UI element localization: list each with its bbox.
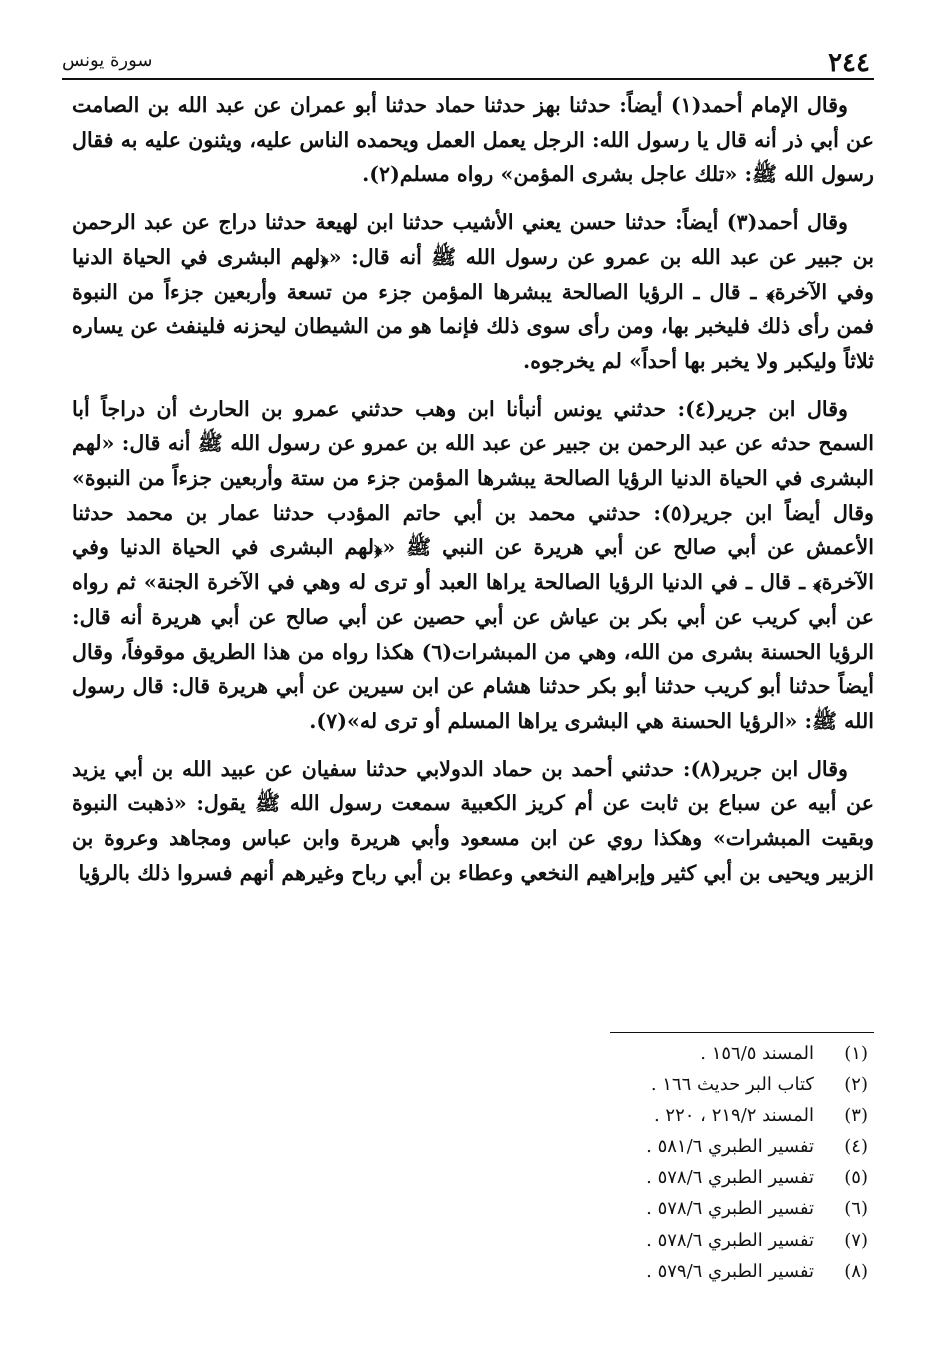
footnote: [420, 1162, 868, 1193]
footnote-text: كتاب البر حديث ١٦٦ .: [650, 1074, 814, 1096]
paragraph: وقال الإمام أحمد(١) أيضاً: حدثنا بهز حدثنا حماد حدثنا أبو عمران عن عبد الله بن الصامت عن أبي ذر أنه قال يا رسول الله: الرجل يعمل العمل ويحمده الناس عليه، ويثنون عليه به فقال رسول الله ﷺ: «تلك عاجل بشرى المؤمن» رواه مسلم(٢).: [72, 93, 874, 187]
footnote-divider: [610, 1032, 874, 1033]
footnote-number: (٤): [844, 1136, 868, 1158]
footnote-number: (٣): [844, 1105, 868, 1127]
paragraph: وقال ابن جرير(٨): حدثني أحمد بن حماد الدولابي حدثنا سفيان عن عبيد الله بن أبي يزيد عن أبيه عن سباع بن ثابت عن أم كريز الكعبية سمعت رسول الله ﷺ يقول: «ذهبت النبوة وبقيت المبشرات» وهكذا روي عن ابن مسعود وأبي هريرة وابن عباس ومجاهد وعروة بن الزبير ويحيى بن أبي كثير وإبراهيم النخعي وعطاء بن أبي رباح وغيرهم أنهم فسروا ذلك بالرؤيا: [72, 756, 874, 885]
footnote-text: المسند ١٥٦/٥ .: [700, 1043, 814, 1064]
running-title: سورة يونس: [62, 50, 153, 71]
footnote-number: (٨): [844, 1260, 868, 1282]
header-divider: [62, 78, 874, 80]
footnote-text: تفسير الطبري ٥٧٨/٦ .: [646, 1167, 814, 1189]
footnote: [420, 1131, 868, 1162]
footnote: [420, 1256, 868, 1287]
footnote-number: (٥): [844, 1167, 868, 1189]
footnote-text: المسند ٢١٩/٢ ، ٢٢٠ .: [653, 1105, 814, 1127]
footnote: [420, 1038, 868, 1069]
footnote-number: (١): [844, 1043, 868, 1064]
page-number: ٢٤٤: [828, 48, 870, 78]
footnote-number: (٦): [844, 1198, 868, 1220]
footnote-text: تفسير الطبري ٥٧٨/٦ .: [646, 1229, 814, 1251]
footnote: [420, 1100, 868, 1131]
footnote: [420, 1193, 868, 1224]
main-text: [72, 88, 874, 903]
footnote-text: تفسير الطبري ٥٧٨/٦ .: [646, 1198, 814, 1220]
page-header: [62, 44, 874, 78]
footnote-text: تفسير الطبري ٥٨١/٦ .: [646, 1136, 814, 1158]
paragraph: وقال ابن جرير(٤): حدثني يونس أنبأنا ابن وهب حدثني عمرو بن الحارث أن دراجاً أبا السمح حدثه عن عبد الرحمن بن جبير عن عبد الله بن عمرو عن رسول الله ﷺ أنه قال: «لهم البشرى في الحياة الدنيا الرؤيا الصالحة يبشرها المؤمن جزء من ستة وأربعين جزءاً من النبوة» وقال أيضاً ابن جرير(٥): حدثني محمد بن أبي حاتم المؤدب حدثنا عمار بن محمد حدثنا الأعمش عن أبي صالح عن أبي هريرة عن النبي ﷺ «﴿لهم البشرى في الحياة الدنيا وفي الآخرة﴾ ـ قال ـ في الدنيا الرؤيا الصالحة يراها العبد أو ترى له وهي في الآخرة الجنة» ثم رواه عن أبي كريب عن أبي بكر بن عياش عن أبي حصين عن أبي صالح عن أبي هريرة أنه قال: الرؤيا الحسنة بشرى من الله، وهي من المبشرات(٦) هكذا رواه من هذا الطريق موقوفاً، وقال أيضاً حدثنا أبو كريب حدثنا أبو بكر حدثنا هشام عن ابن سيرين عن أبي هريرة قال: قال رسول الله ﷺ: «الرؤيا الحسنة هي البشرى يراها المسلم أو ترى له»(٧).: [72, 396, 874, 733]
footnote-number: (٧): [844, 1229, 868, 1251]
footnote-number: (٢): [844, 1074, 868, 1096]
footnote-text: تفسير الطبري ٥٧٩/٦ .: [646, 1260, 814, 1282]
footnote: [420, 1069, 868, 1100]
footnote: [420, 1225, 868, 1256]
footnotes-list: [420, 1038, 868, 1287]
paragraph: وقال أحمد(٣) أيضاً: حدثنا حسن يعني الأشيب حدثنا ابن لهيعة حدثنا دراج عن عبد الرحمن بن جبير عن عبد الله بن عمرو عن رسول الله ﷺ أنه قال: «﴿لهم البشرى في الحياة الدنيا وفي الآخرة﴾ ـ قال ـ الرؤيا الصالحة يبشرها المؤمن جزء من تسعة وأربعين جزءاً من النبوة فمن رأى ذلك فليخبر بها، ومن رأى سوى ذلك فإنما هو من الشيطان ليحزنه فلينفث عن يساره ثلاثاً وليكبر ولا يخبر بها أحداً» لم يخرجوه.: [72, 210, 874, 373]
